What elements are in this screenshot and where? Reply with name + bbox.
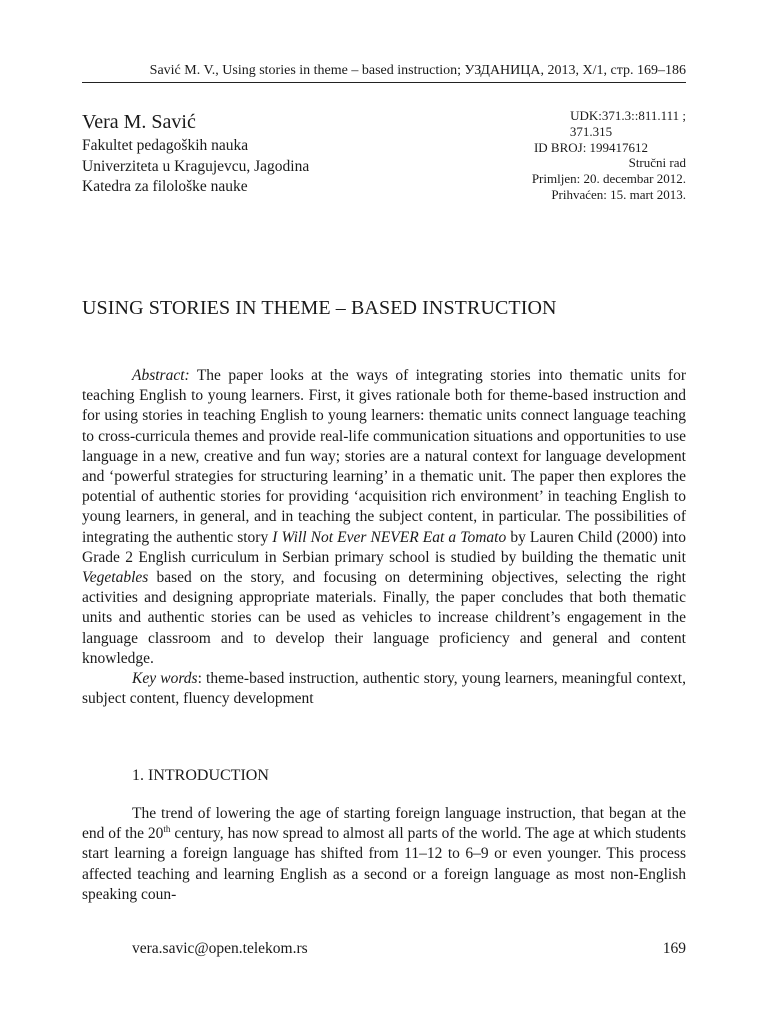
author-affiliation-line: Univerziteta u Kragujevcu, Jagodina	[82, 157, 310, 175]
introduction-text	[82, 804, 686, 905]
article-type: Stručni rad	[628, 155, 686, 171]
accepted-date: Prihvaćen: 15. mart 2013.	[551, 186, 686, 202]
author-block	[82, 110, 309, 198]
story-title: I Will Not Ever NEVER Eat a Tomato	[272, 528, 507, 546]
abstract-paragraph: Abstract: The paper looks at the ways of integrating stories into thematic units for teaching English to young learners. First, it gives rationale both for theme-based instruction and for using stories in teaching English to young learners: thematic units connect language teaching to cross-curricula themes and provide real-life communication situations and opportunities to use language in a new, creative and fun way; stories are a natural context for language development and ‘powerful strategies for structuring learning’ in a thematic unit. The paper then explores the potential of authentic stories for providing ‘acquisition rich environment’ in teaching English to young learners, in general, and in teaching the subject content, in particular. The possibilities of integrating the authentic story I Will Not Ever NEVER Eat a Tomato by Lauren Child (2000) into Grade 2 English curriculum in Serbian primary school is studied by building the thematic unit Vegetables based on the story, and focusing on determining objectives, selecting the right activities and designing appropriate materials. Finally, the paper concludes that both thematic units and authentic stories can be used as vehicles to increase childrent’s engagement in the language classroom and to develop their language proficiency and general and content knowledge.	[82, 367, 686, 667]
author-affiliation-line: Katedra za filološke nauke	[82, 178, 248, 195]
udk-code: UDK:371.3::811.111 ;	[570, 108, 686, 123]
author-affiliation-line: Fakultet pedagoških nauka	[82, 137, 249, 154]
section-heading: 1. INTRODUCTION	[132, 767, 269, 784]
author-name: Vera M. Savić	[82, 111, 196, 133]
unit-name: Vegetables	[82, 569, 149, 587]
author-email: vera.savic@open.telekom.rs	[132, 940, 308, 957]
received-date: Primljen: 20. decembar 2012.	[531, 171, 686, 187]
running-header: Savić M. V., Using stories in theme – based instruction; УЗДАНИЦА, 2013, X/1, стр. 169–186	[149, 63, 686, 78]
abstract-label: Abstract:	[132, 367, 190, 384]
keywords-label: Key words	[132, 670, 198, 688]
udk-code-cont: 371.315	[569, 123, 613, 139]
abstract	[82, 366, 686, 709]
page-number: 169	[662, 940, 686, 957]
id-number: ID BROJ: 199417612	[533, 139, 649, 155]
header-divider	[82, 82, 686, 83]
keywords-paragraph: Key words: theme-based instruction, authentic story, young learners, meaningful context, subject content, fluency development	[82, 670, 686, 708]
article-metadata	[496, 108, 686, 203]
intro-paragraph: The trend of lowering the age of starting foreign language instruction, that began at the end of the 20th century, has now spread to almost all parts of the world. The age at which students start learning a foreign language has shifted from 11–12 to 6–9 or even younger. This process affected teaching and learning English as a second or a foreign language as most non-English speaking coun-	[82, 805, 686, 903]
paper-title: USING STORIES IN THEME – BASED INSTRUCTION	[82, 297, 557, 319]
